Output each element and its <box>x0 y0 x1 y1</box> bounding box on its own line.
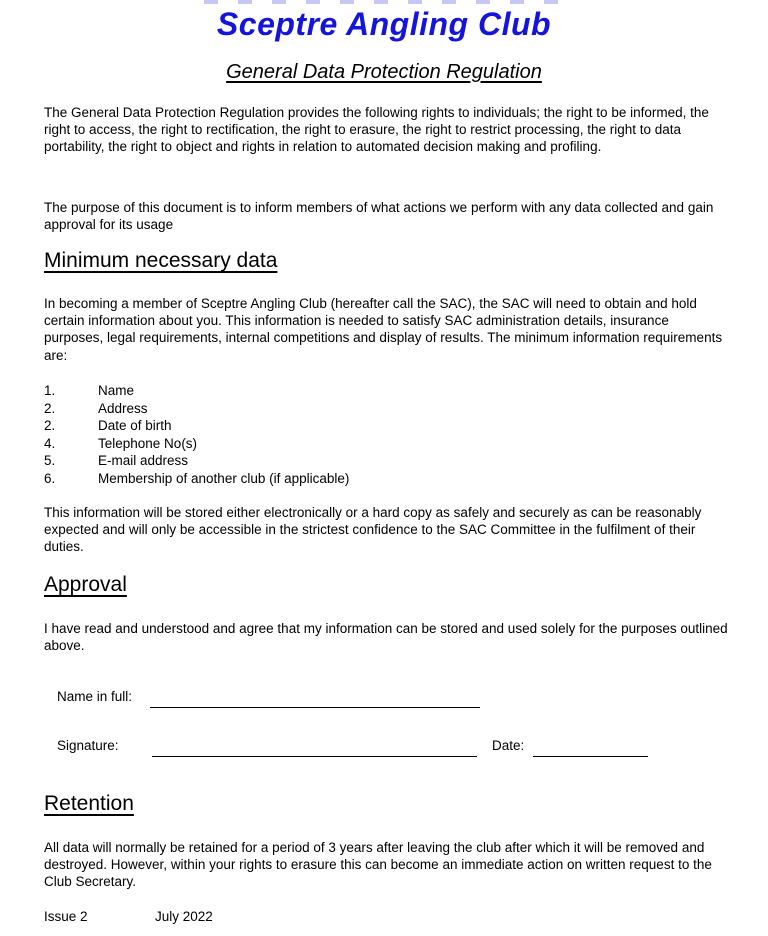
name-in-full-label: Name in full: <box>57 689 133 704</box>
list-item-label: Name <box>98 383 135 398</box>
intro-paragraph-rights: The General Data Protection Regulation provides the following rights to individuals; the right to be informed, the right to access, the right to rectification, the right to erasure, the right to restrict processing, the right to data portability, the right to object and rights in relation to automated decision making and profiling. <box>44 105 709 155</box>
signature-label: Signature: <box>57 738 119 753</box>
intro-paragraph-purpose: The purpose of this document is to inform members of what actions we perform with any data collected and gain approval for its usage <box>44 200 714 233</box>
signature-fill-line[interactable] <box>152 756 477 757</box>
minimum-data-list <box>44 383 728 488</box>
list-item-label: E-mail address <box>98 453 189 468</box>
list-item-number: 2. <box>44 418 56 433</box>
document-subtitle: General Data Protection Regulation <box>226 61 542 83</box>
heading-minimum-necessary-data: Minimum necessary data <box>44 249 278 272</box>
heading-retention: Retention <box>44 792 134 815</box>
storage-paragraph: This information will be stored either electronically or a hard copy as safely and securely as can be reasonably expected and will only be accessible in the strictest confidence to the SAC Committee in the fulfilment of their duties. <box>44 505 702 555</box>
list-item-label: Membership of another club (if applicable) <box>98 470 350 486</box>
date-label: Date: <box>492 738 525 753</box>
list-item <box>44 453 728 471</box>
list-item-number: 2. <box>44 400 56 416</box>
list-item <box>44 471 728 489</box>
heading-approval: Approval <box>44 573 127 596</box>
issue-date: July 2022 <box>155 909 213 924</box>
approval-paragraph: I have read and understood and agree that my information can be stored and used solely for the purposes outlined above. <box>44 621 728 654</box>
list-item-number: 5. <box>44 453 56 468</box>
date-fill-line[interactable] <box>533 756 648 757</box>
name-fill-line[interactable] <box>150 707 480 708</box>
list-item <box>44 383 728 401</box>
list-item <box>44 418 728 436</box>
minimum-data-paragraph: In becoming a member of Sceptre Angling Club (hereafter call the SAC), the SAC will need to obtain and hold certain information about you. This information is needed to satisfy SAC administration details, insurance purposes, legal requirements, internal competitions and display of results. The minimum information requirements are: <box>44 296 723 363</box>
list-item-label: Address <box>98 400 148 416</box>
cropped-text-artifact <box>204 0 574 4</box>
retention-paragraph: All data will normally be retained for a period of 3 years after leaving the club after which it will be removed and destroyed. However, within your rights to erasure this can become an immediate action on written request to the Club Secretary. <box>44 840 712 890</box>
list-item-label: Date of birth <box>98 418 172 433</box>
list-item-number: 6. <box>44 470 56 486</box>
list-item <box>44 401 728 419</box>
list-item-label: Telephone No(s) <box>98 435 198 451</box>
club-title: Sceptre Angling Club <box>216 6 552 42</box>
list-item-number: 1. <box>44 383 56 398</box>
issue-number: Issue 2 <box>44 909 88 924</box>
list-item <box>44 436 728 454</box>
list-item-number: 4. <box>44 435 56 451</box>
